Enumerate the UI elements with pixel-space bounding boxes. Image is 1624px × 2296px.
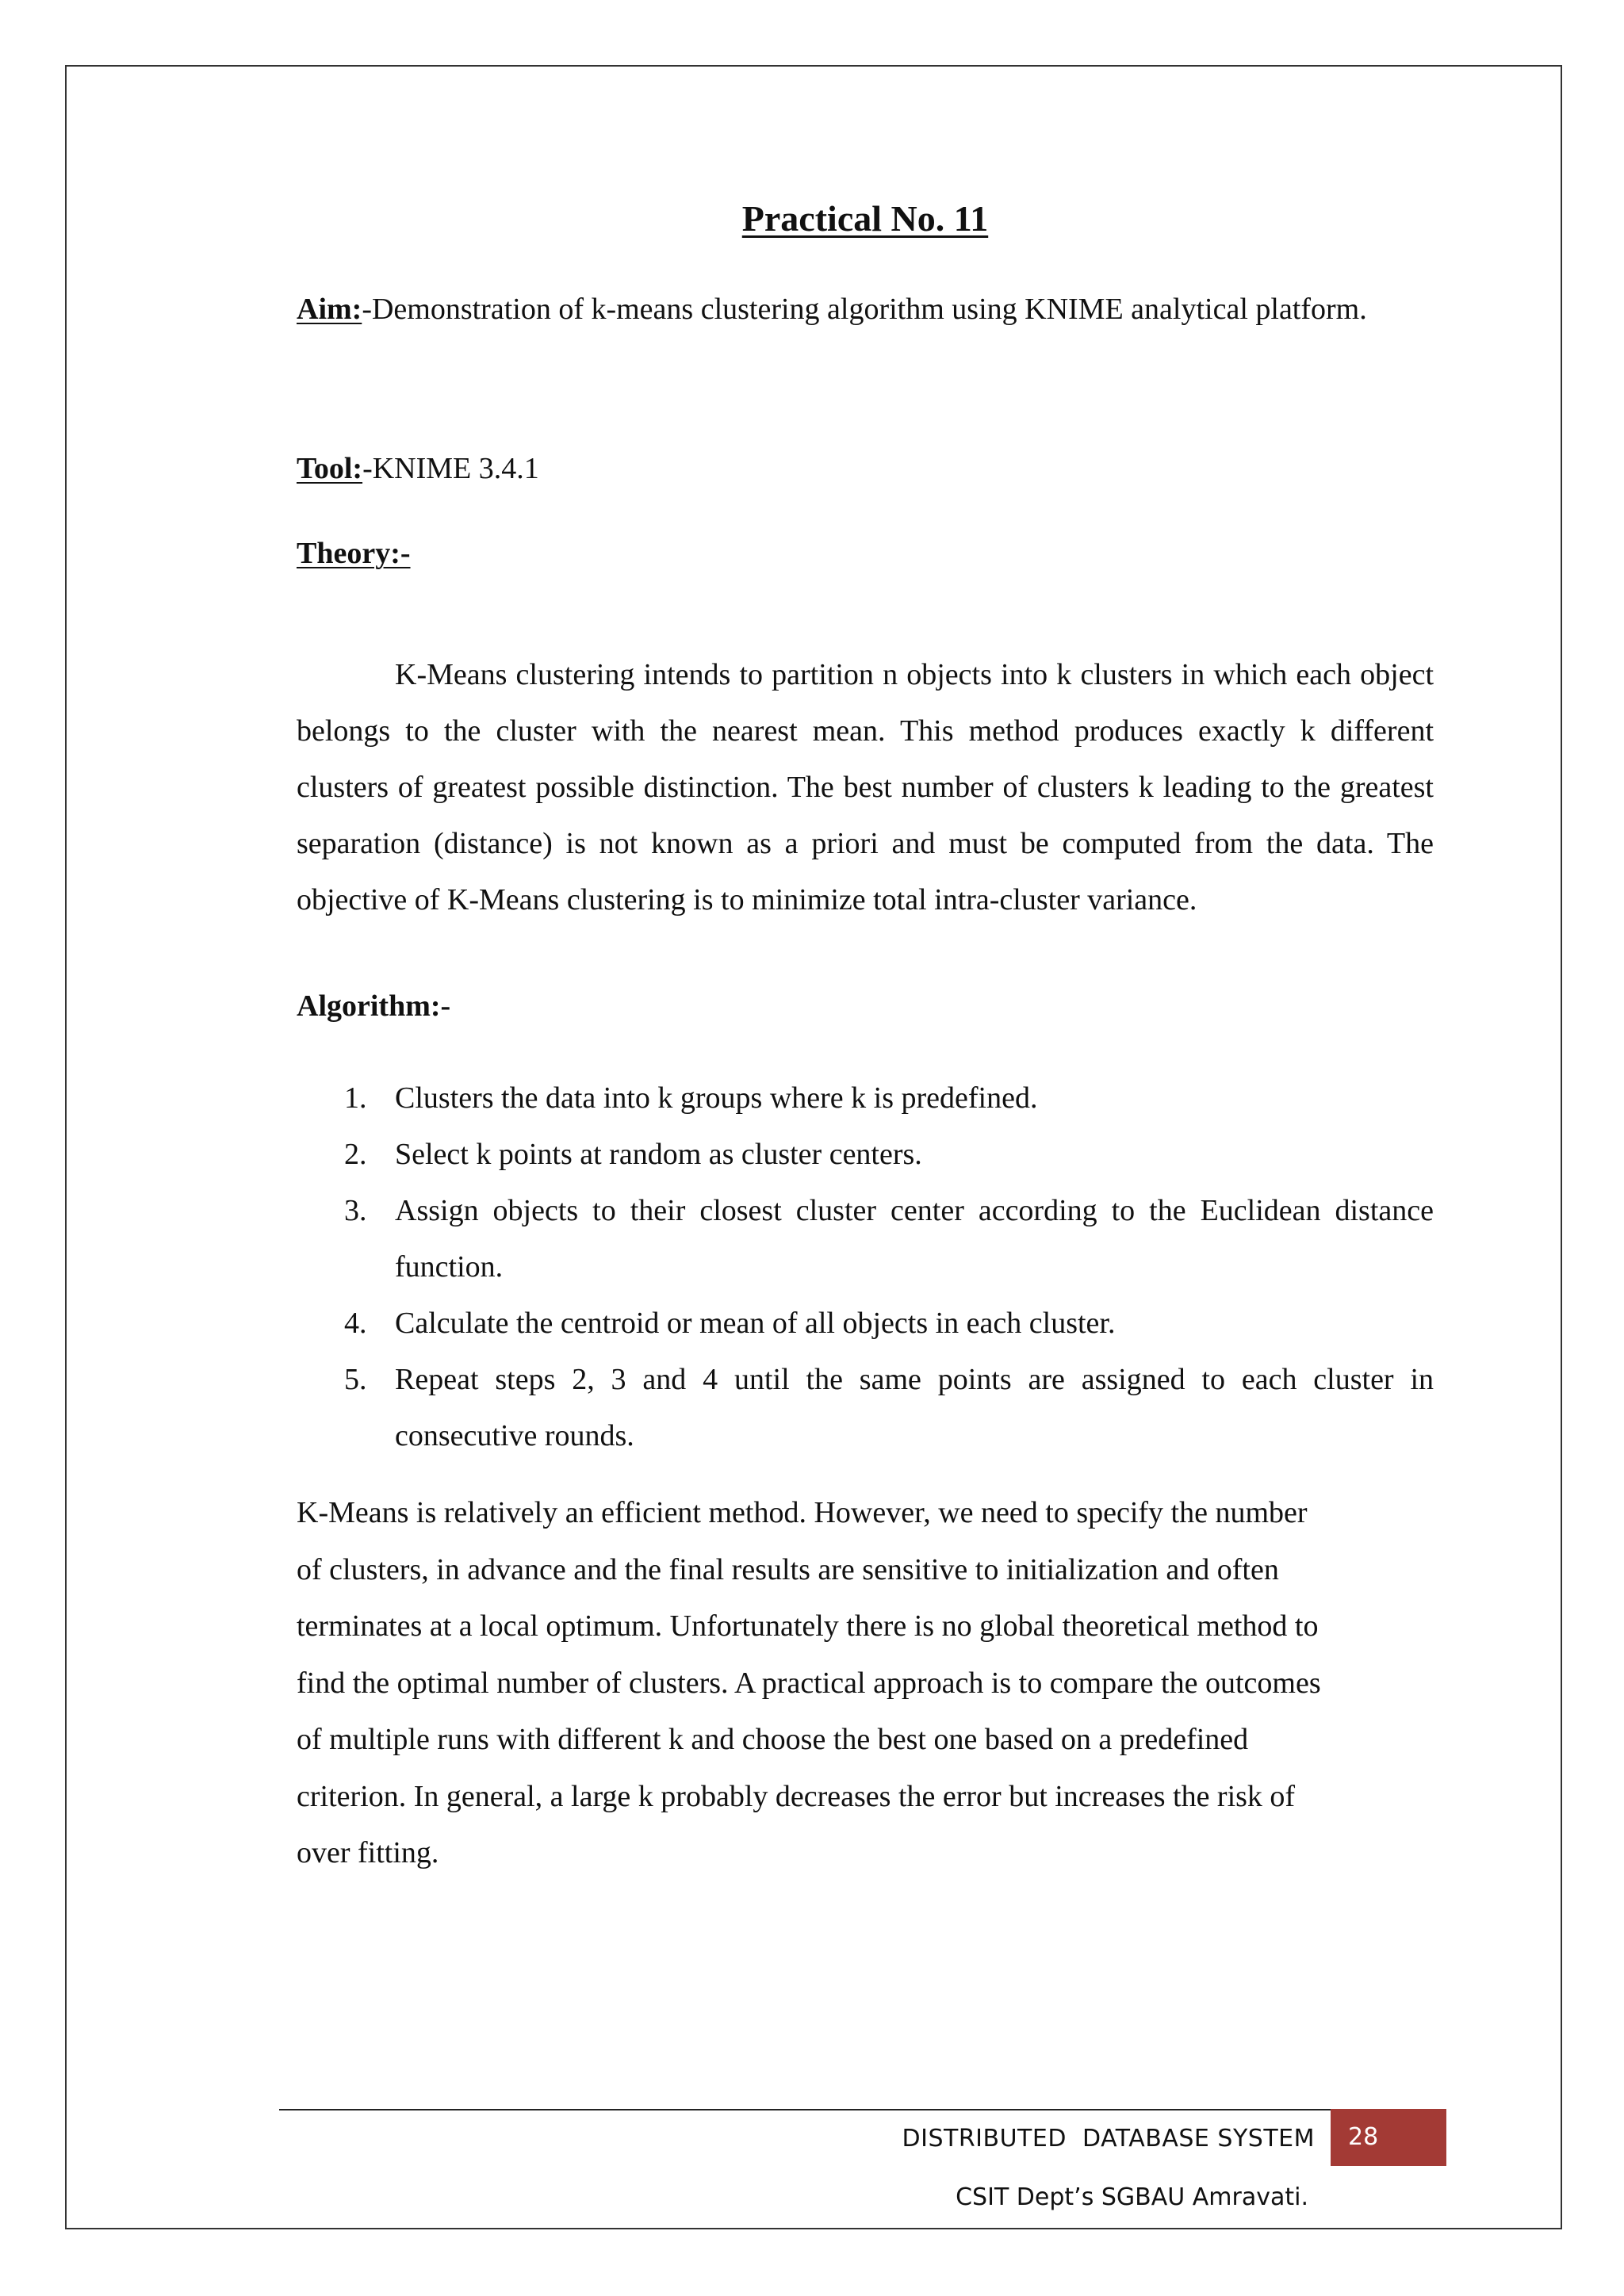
footer-page-number: 28: [1331, 2109, 1446, 2166]
step-text: Repeat steps 2, 3 and 4 until the same points are assigned to each cluster in consecutive rounds.: [395, 1363, 1434, 1452]
tool-label: Tool:: [297, 452, 363, 485]
footer-department: CSIT Dept’s SGBAU Amravati.: [956, 2183, 1308, 2211]
page-title: Practical No. 11: [741, 198, 989, 239]
footer-divider: [279, 2109, 1331, 2110]
closing-line: over fitting.: [297, 1836, 439, 1869]
step-number: 1.: [344, 1081, 367, 1115]
algorithm-heading: Algorithm:-: [297, 989, 451, 1023]
algorithm-steps-list: [297, 1070, 1434, 1464]
tool-text: -KNIME 3.4.1: [362, 452, 539, 485]
closing-line: criterion. In general, a large k probably decreases the error but increases the risk of: [297, 1779, 1296, 1813]
closing-line: of multiple runs with different k and choose the best one based on a predefined: [297, 1723, 1249, 1756]
step-text: Clusters the data into k groups where k is predefined.: [395, 1081, 1038, 1115]
aim-section: [297, 289, 1434, 329]
step-text: Assign objects to their closest cluster center according to the Euclidean distance function.: [395, 1194, 1434, 1284]
algorithm-step: [297, 1295, 1434, 1352]
closing-line: find the optimal number of clusters. A practical approach is to compare the outcomes: [297, 1666, 1321, 1700]
aim-text: -Demonstration of k-means clustering algorithm using KNIME analytical platform.: [362, 293, 1367, 326]
step-text: Select k points at random as cluster centers.: [395, 1138, 922, 1171]
algorithm-step: [297, 1127, 1434, 1183]
algorithm-step: [297, 1183, 1434, 1295]
step-number: 4.: [344, 1307, 367, 1340]
step-number: 3.: [344, 1194, 367, 1227]
closing-line: K-Means is relatively an efficient method. However, we need to specify the number: [297, 1496, 1308, 1529]
algorithm-step: [297, 1352, 1434, 1464]
algorithm-step: [297, 1070, 1434, 1127]
closing-line: terminates at a local optimum. Unfortunately there is no global theoretical method to: [297, 1609, 1319, 1643]
theory-paragraph: K-Means clustering intends to partition n objects into k clusters in which each object belongs to the cluster with the nearest mean. This method produces exactly k different clusters of greatest possible distinction. The best number of clusters k leading to the greatest separation (distance) is not known as a priori and must be computed from the data. The objective of K-Means clustering is to minimize total intra-cluster variance.: [297, 658, 1434, 916]
footer-course-title: DISTRIBUTED DATABASE SYSTEM: [902, 2125, 1315, 2152]
aim-label: Aim:: [297, 293, 362, 326]
step-number: 2.: [344, 1138, 367, 1171]
step-text: Calculate the centroid or mean of all objects in each cluster.: [395, 1307, 1116, 1340]
closing-paragraph: [297, 1485, 1434, 1882]
theory-heading: Theory:-: [297, 537, 411, 570]
step-number: 5.: [344, 1363, 367, 1396]
tool-section: [297, 449, 539, 488]
closing-line: of clusters, in advance and the final results are sensitive to initialization and often: [297, 1552, 1279, 1586]
